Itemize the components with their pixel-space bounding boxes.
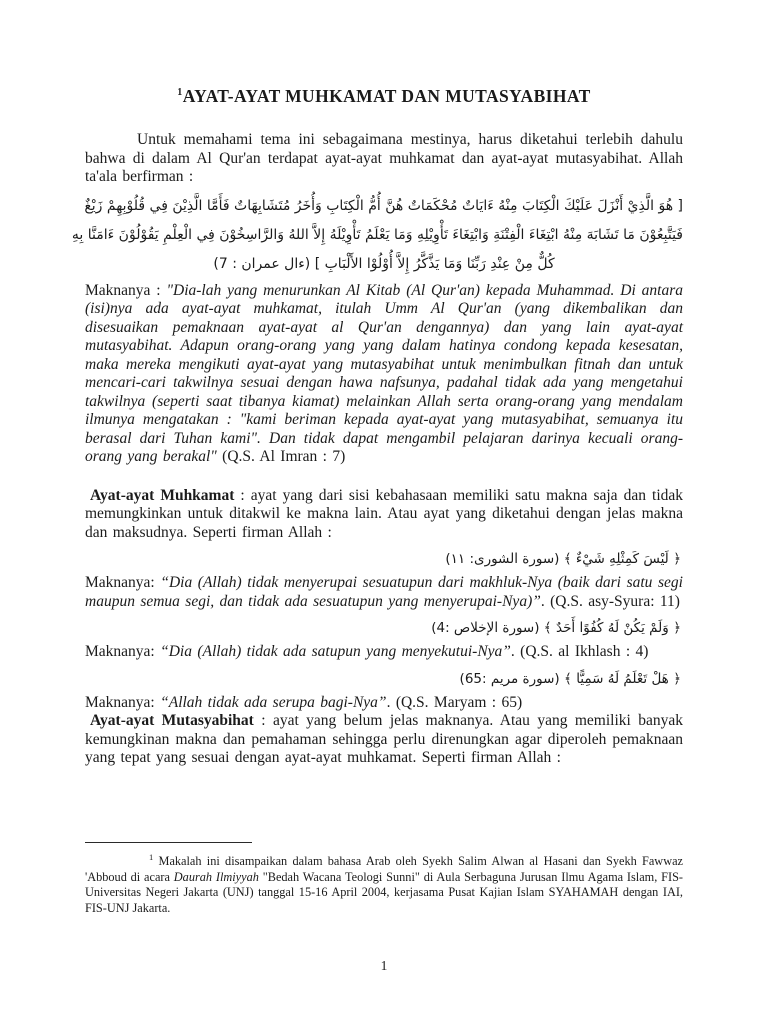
maryam-meaning-paragraph bbox=[85, 694, 683, 713]
arabic-verse-line-3: كُلٌّ مِنْ عِنْدِ رَبِّنَا وَمَا يَذَّكَّرُ إِلاَّ أُوْلُوْا الأَلْبَابِ ] (ءال عمران : 7) bbox=[213, 255, 555, 272]
arabic-verse-line-1: [ هُوَ الَّذِيْ أَنْزَلَ عَلَيْكَ الْكِتَابَ مِنْهُ ءَايَاتٌ مُحْكَمَاتٌ هُنَّ أُمُّ الْكِتَابِ وَأُخَرُ مُتَشَابِهَاتٌ فَأَمَّا الَّذِيْنَ فِي قُلُوْبِهِمْ زَيْغٌ bbox=[84, 197, 683, 214]
footnote-lead-text: Makalah ini disampaikan dalam bahasa Arab oleh Syekh Salim Alwan al Hasani dan Syekh Fawwaz 'Abboud di acara bbox=[85, 854, 683, 884]
mutasyabihat-paragraph bbox=[85, 712, 683, 768]
imran-meaning-quote: "Dia-lah yang menurunkan Al Kitab (Al Qur'an) kepada Muhammad. Di antara (isi)nya ada ayat-ayat muhkamat, itulah Umm Al Qur'an (yang dikembalikan dan disesuaikan pemaknaan ayat-ayat al Qur'an dengannya) dan yang lain ayat-ayat mutasyabihat. Adapun orang-orang yang yang dalam hatinya condong kepada kesesatan, maka mereka mengikuti ayat-ayat yang mutasyabihat untuk menimbulkan fitnah dan untuk mencari-cari takwilnya sesuai dengan hawa nafsunya, padahal tidak ada yang mengetahui takwilnya (seperti saat tibanya kiamat) melainkan Allah serta orang-orang yang mendalam ilmunya mengatakan : "kami beriman kepada ayat-ayat yang mutasyabihat, semuanya itu berasal dari Tuhan kami". Dan tidak dapat mengambil pelajaran darinya kecuali orang-orang yang berakal" bbox=[85, 281, 683, 465]
title-footnote-ref: 1 bbox=[177, 87, 183, 99]
ikhlash-meaning-paragraph bbox=[85, 643, 683, 662]
syura-meaning-prefix: Maknanya: bbox=[85, 574, 161, 591]
syura-arabic-verse: ﴿ لَيْسَ كَمِثْلِهِ شَيْءٌ ﴾ (سورة الشورى: ١١) bbox=[445, 551, 681, 567]
ikhlash-meaning-prefix: Maknanya: bbox=[85, 643, 161, 660]
muhkamat-body: : ayat yang dari sisi kebahasaan memiliki satu makna saja dan tidak memungkinkan untuk ditakwil ke makna lain. Atau ayat yang diketahui dengan jelas makna dan maksudnya. Seperti firman Allah : bbox=[85, 486, 684, 541]
imran-meaning-paragraph bbox=[85, 282, 683, 467]
mutasyabihat-body: : ayat yang belum jelas maknanya. Atau yang memiliki banyak kemungkinan makna dan pemahaman sehingga perlu direnungkan agar diperoleh pemaknaan yang tepat yang sesuai dengan ayat-ayat muhkamat. Seperti firman Allah : bbox=[85, 712, 683, 766]
imran-meaning-reference: (Q.S. Al Imran : 7) bbox=[216, 448, 346, 465]
muhkamat-paragraph bbox=[85, 487, 683, 543]
maryam-meaning-quote: “Allah tidak ada serupa bagi-Nya” bbox=[160, 693, 387, 711]
footnote-paragraph bbox=[85, 850, 683, 916]
maryam-arabic-verse: ﴿ هَلْ تَعْلَمُ لَهُ سَمِيًّا ﴾ (سورة مريم :65) bbox=[459, 670, 681, 687]
ikhlash-arabic-verse: ﴿ وَلَمْ يَكُنْ لَهُ كُفُوًا أَحَدٌ ﴾ (سورة الإخلاص :4) bbox=[431, 620, 681, 636]
imran-meaning-prefix: Maknanya : bbox=[85, 281, 167, 299]
footnote-marker: 1 bbox=[149, 852, 154, 862]
maryam-meaning-reference: . (Q.S. Maryam : 65) bbox=[386, 693, 523, 711]
page-title bbox=[85, 86, 683, 107]
mutasyabihat-heading: Ayat-ayat Mutasyabihat bbox=[90, 712, 254, 729]
footnote-separator bbox=[85, 842, 252, 843]
footnote-area bbox=[85, 842, 683, 916]
page-title-text: AYAT-AYAT MUHKAMAT DAN MUTASYABIHAT bbox=[182, 86, 591, 106]
ikhlash-meaning-reference: . (Q.S. al Ikhlash : 4) bbox=[510, 643, 649, 660]
footnote-event-name: Daurah Ilmiyyah bbox=[173, 869, 259, 884]
footnote-tail-text: "Bedah Wacana Teologi Sunni" di Aula Serbaguna Jurusan Ilmu Agama Islam, FIS-Universitas Negeri Jakarta (UNJ) tanggal 15-16 April 2004, kerjasama Pusat Kajian Islam SYAHAMAH dengan IAI, FIS-UNJ Jakarta. bbox=[85, 869, 684, 915]
syura-meaning-reference: . (Q.S. asy-Syura: 11) bbox=[540, 592, 680, 610]
maryam-meaning-prefix: Maknanya: bbox=[85, 693, 161, 711]
ikhlash-meaning-quote: “Dia (Allah) tidak ada satupun yang menyekutui-Nya” bbox=[160, 643, 511, 660]
syura-meaning-paragraph bbox=[85, 574, 683, 611]
quran-al-imran-arabic-block bbox=[71, 192, 683, 279]
page-number: 1 bbox=[380, 958, 388, 973]
syura-meaning-quote: “Dia (Allah) tidak menyerupai sesuatupun dari makhluk-Nya (baik dari satu segi maupun semua segi, dan tidak ada sesuatupun yang menyerupai-Nya)” bbox=[85, 574, 683, 610]
intro-paragraph: Untuk memahami tema ini sebagaimana mestinya, harus diketahui terlebih dahulu bahwa di dalam Al Qur'an terdapat ayat-ayat muhkamat dan ayat-ayat mutasyabihat. Allah ta'ala berfirman : bbox=[85, 131, 683, 185]
muhkamat-heading: Ayat-ayat Muhkamat bbox=[90, 486, 235, 504]
document-content bbox=[71, 86, 684, 768]
arabic-verse-line-2: فَيَتَّبِعُوْنَ مَا تَشَابَهَ مِنْهُ ابْتِغَاءَ الْفِتْنَةِ وَابْتِغَاءَ تَأْوِيْلِهِ وَمَا يَعْلَمُ تَأْوِيْلَهُ إِلاَّ اللهُ وَالرَّاسِخُوْنَ فِي الْعِلْمِ يَقُوْلُوْنَ ءَامَنَّا بِهِ bbox=[71, 226, 683, 243]
